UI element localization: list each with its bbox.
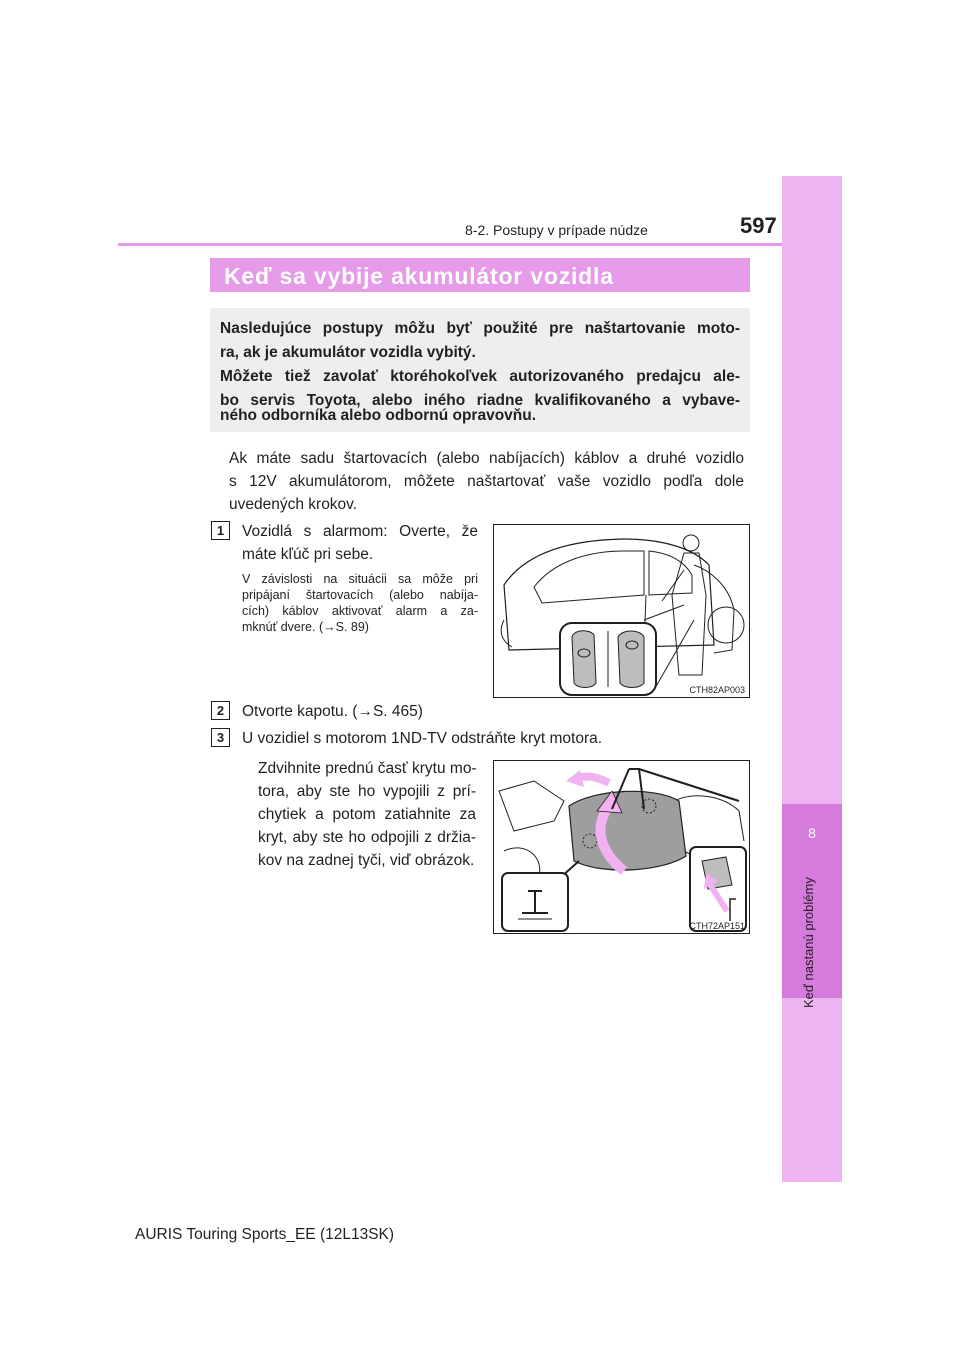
step-number: 1 [211, 521, 230, 540]
intro-line: Môžete tiež zavolať ktoréhokoľvek autorizovaného predajcu ale- [220, 368, 740, 385]
figure-keys-and-car [493, 524, 750, 698]
intro-line: bo servis Toyota, alebo iného riadne kvalifikovaného a vybave- [220, 392, 740, 409]
chapter-number: 8 [808, 825, 816, 841]
intro-box [210, 308, 750, 432]
footer-model: AURIS Touring Sports_EE (12L13SK) [135, 1226, 395, 1243]
step-note: mknúť dvere. (→S. 89) [242, 620, 369, 634]
step-number: 3 [211, 728, 230, 747]
step-subtext: kryt, aby ste ho odpojili z držia- [258, 829, 476, 846]
chapter-side-strip [782, 176, 842, 1182]
figure-code: CTH82AP003 [689, 685, 745, 695]
step-note: pripájaní štartovacích (alebo nabíja- [242, 588, 478, 602]
step-text: U vozidiel s motorom 1ND-TV odstráňte kryt motora. [242, 730, 603, 747]
step-subtext: kov na zadnej tyči, viď obrázok. [258, 852, 475, 869]
section-label: 8-2. Postupy v prípade núdze [465, 222, 648, 238]
step-number: 2 [211, 701, 230, 720]
section-title: Keď sa vybije akumulátor vozidla [224, 263, 614, 289]
step-text: máte kľúč pri sebe. [242, 546, 374, 563]
intro-line: ra, ak je akumulátor vozidla vybitý. [220, 344, 476, 361]
figure-code: CTH72AP151 [689, 921, 745, 931]
page-number: 597 [740, 213, 777, 238]
step-subtext: chytiek a potom zatiahnite za [258, 806, 476, 823]
section-title-bar [210, 258, 750, 292]
body-line: Ak máte sadu štartovacích (alebo nabíjacích) káblov a druhé vozidlo [229, 450, 744, 467]
chapter-title: Keď nastanú problémy [801, 877, 816, 1008]
step-note: V závislosti na situácii sa môže pri [242, 572, 478, 586]
car-door-illustration [494, 525, 749, 697]
step-text: Vozidlá s alarmom: Overte, že [242, 523, 478, 540]
intro-line: ného odborníka alebo odbornú opravovňu. [220, 407, 537, 424]
step-subtext: Zdvihnite prednú časť krytu mo- [258, 760, 477, 777]
body-line: uvedených krokov. [229, 496, 358, 513]
step-text: Otvorte kapotu. (→S. 465) [242, 703, 423, 720]
chapter-title-wrap [798, 860, 828, 1010]
figure-engine-cover [493, 760, 750, 934]
intro-line: Nasledujúce postupy môžu byť použité pre naštartovanie moto- [220, 320, 740, 337]
header-rule [118, 243, 842, 246]
body-line: s 12V akumulátorom, môžete naštartovať vaše vozidlo podľa dole [229, 473, 744, 490]
step-note: cích) káblov aktivovať alarm a za- [242, 604, 478, 618]
step-subtext: tora, aby ste ho vypojili z prí- [258, 783, 476, 800]
engine-cover-illustration [494, 761, 749, 933]
